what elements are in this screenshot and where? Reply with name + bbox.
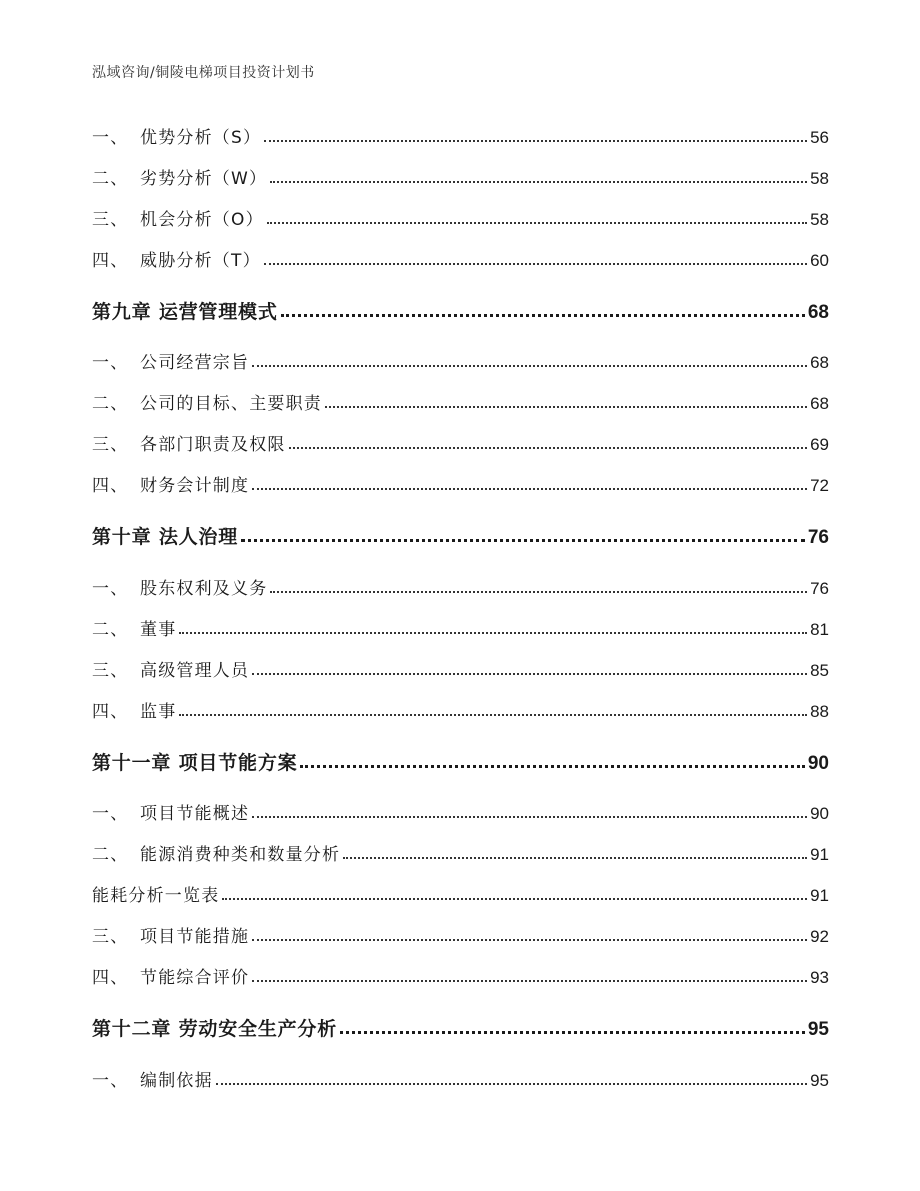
toc-entry-title: 能耗分析一览表 — [92, 886, 220, 906]
toc-entry[interactable] — [92, 472, 829, 496]
toc-entry-number: 一、 — [92, 804, 129, 824]
toc-entry[interactable] — [92, 882, 829, 906]
toc-entry[interactable] — [92, 206, 829, 230]
dot-leader — [252, 487, 807, 490]
toc-entry-page: 56 — [810, 128, 829, 147]
toc-entry-page: 69 — [810, 435, 829, 454]
toc-entry-page: 60 — [810, 251, 829, 270]
dot-leader — [179, 631, 807, 634]
toc-entry-number: 一、 — [92, 128, 129, 148]
toc-entry-title: 各部门职责及权限 — [140, 435, 286, 455]
toc-entry[interactable] — [92, 698, 829, 722]
toc-entry-number: 二、 — [92, 845, 129, 865]
toc-chapter-page: 68 — [807, 302, 829, 323]
toc-entry-page: 58 — [810, 169, 829, 188]
toc-entry[interactable] — [92, 616, 829, 640]
toc-entry-page: 91 — [810, 845, 829, 864]
running-header: 泓域咨询/铜陵电梯项目投资计划书 — [92, 65, 315, 81]
toc-entry-page: 72 — [810, 476, 829, 495]
toc-chapter-page: 90 — [807, 753, 829, 774]
toc-entry-page: 68 — [810, 353, 829, 372]
toc-entry[interactable] — [92, 964, 829, 988]
toc-entry-page: 88 — [810, 702, 829, 721]
toc-chapter[interactable] — [92, 296, 829, 324]
toc-entry[interactable] — [92, 349, 829, 373]
toc-entry[interactable] — [92, 431, 829, 455]
toc-entry-title: 威胁分析（T） — [140, 251, 261, 271]
dot-leader — [340, 1030, 805, 1034]
toc-entry-number: 三、 — [92, 927, 129, 947]
dot-leader — [281, 313, 805, 317]
toc-entry-number: 二、 — [92, 394, 129, 414]
dot-leader — [252, 364, 807, 367]
dot-leader — [179, 713, 807, 716]
toc-entry-title: 劣势分析（W） — [140, 169, 268, 189]
toc-entry[interactable] — [92, 390, 829, 414]
toc-entry[interactable] — [92, 247, 829, 271]
toc-entry-title: 能源消费种类和数量分析 — [140, 845, 341, 865]
toc-entry-page: 85 — [810, 661, 829, 680]
dot-leader — [270, 180, 807, 183]
toc-entry-title: 股东权利及义务 — [140, 579, 268, 599]
toc-entry[interactable] — [92, 657, 829, 681]
toc-entry-page: 90 — [810, 804, 829, 823]
dot-leader — [241, 538, 805, 542]
toc-entry-number: 二、 — [92, 620, 129, 640]
dot-leader — [343, 856, 807, 859]
toc-entry-number: 四、 — [92, 702, 129, 722]
toc-entry-number: 二、 — [92, 169, 129, 189]
toc-entry-title: 财务会计制度 — [140, 476, 250, 496]
dot-leader — [289, 446, 807, 449]
toc-chapter-title: 第十章 法人治理 — [92, 526, 239, 548]
toc-chapter-page: 76 — [807, 527, 829, 548]
dot-leader — [252, 938, 807, 941]
dot-leader — [264, 139, 807, 142]
toc-chapter[interactable] — [92, 747, 829, 775]
dot-leader — [222, 897, 807, 900]
toc-entry-page: 93 — [810, 968, 829, 987]
toc-entry-number: 四、 — [92, 251, 129, 271]
toc-entry-title: 节能综合评价 — [140, 968, 250, 988]
dot-leader — [325, 405, 807, 408]
toc-entry[interactable] — [92, 575, 829, 599]
toc-entry-page: 92 — [810, 927, 829, 946]
toc-entry-number: 一、 — [92, 579, 129, 599]
toc-entry-title: 公司经营宗旨 — [140, 353, 250, 373]
toc-chapter-title: 第十一章 项目节能方案 — [92, 752, 298, 774]
toc-entry-title: 高级管理人员 — [140, 661, 250, 681]
toc-entry-title: 董事 — [140, 620, 177, 640]
toc-entry-number: 四、 — [92, 968, 129, 988]
toc-entry-page: 95 — [810, 1071, 829, 1090]
toc-entry[interactable] — [92, 841, 829, 865]
toc-entry-page: 81 — [810, 620, 829, 639]
toc-entry[interactable] — [92, 1067, 829, 1091]
toc-entry-title: 项目节能概述 — [140, 804, 250, 824]
toc-entry-title: 公司的目标、主要职责 — [140, 394, 322, 414]
toc-chapter[interactable] — [92, 521, 829, 549]
dot-leader — [264, 262, 807, 265]
toc-entry-number: 三、 — [92, 435, 129, 455]
toc-entry-number: 三、 — [92, 661, 129, 681]
toc-entry[interactable] — [92, 800, 829, 824]
dot-leader — [252, 672, 807, 675]
dot-leader — [300, 764, 804, 768]
toc-entry-title: 机会分析（O） — [140, 210, 264, 230]
toc-entry-page: 91 — [810, 886, 829, 905]
dot-leader — [267, 221, 807, 224]
toc-entry-title: 项目节能措施 — [140, 927, 250, 947]
toc-chapter-title: 第十二章 劳动安全生产分析 — [92, 1018, 338, 1040]
dot-leader — [270, 590, 807, 593]
dot-leader — [252, 815, 807, 818]
toc-entry-page: 76 — [810, 579, 829, 598]
toc-entry-title: 优势分析（S） — [140, 128, 262, 148]
toc-entry[interactable] — [92, 923, 829, 947]
toc-entry-page: 68 — [810, 394, 829, 413]
toc-chapter[interactable] — [92, 1013, 829, 1041]
toc-entry-title: 编制依据 — [140, 1071, 213, 1091]
dot-leader — [216, 1082, 807, 1085]
toc-entry-title: 监事 — [140, 702, 177, 722]
toc-entry-number: 一、 — [92, 353, 129, 373]
toc-entry-number: 四、 — [92, 476, 129, 496]
toc-entry[interactable] — [92, 165, 829, 189]
toc-chapter-title: 第九章 运营管理模式 — [92, 301, 278, 323]
toc-entry-number: 三、 — [92, 210, 129, 230]
toc-entry-page: 58 — [810, 210, 829, 229]
toc-entry[interactable] — [92, 124, 829, 148]
toc-entry-number: 一、 — [92, 1071, 129, 1091]
dot-leader — [252, 979, 807, 982]
toc-chapter-page: 95 — [807, 1019, 829, 1040]
